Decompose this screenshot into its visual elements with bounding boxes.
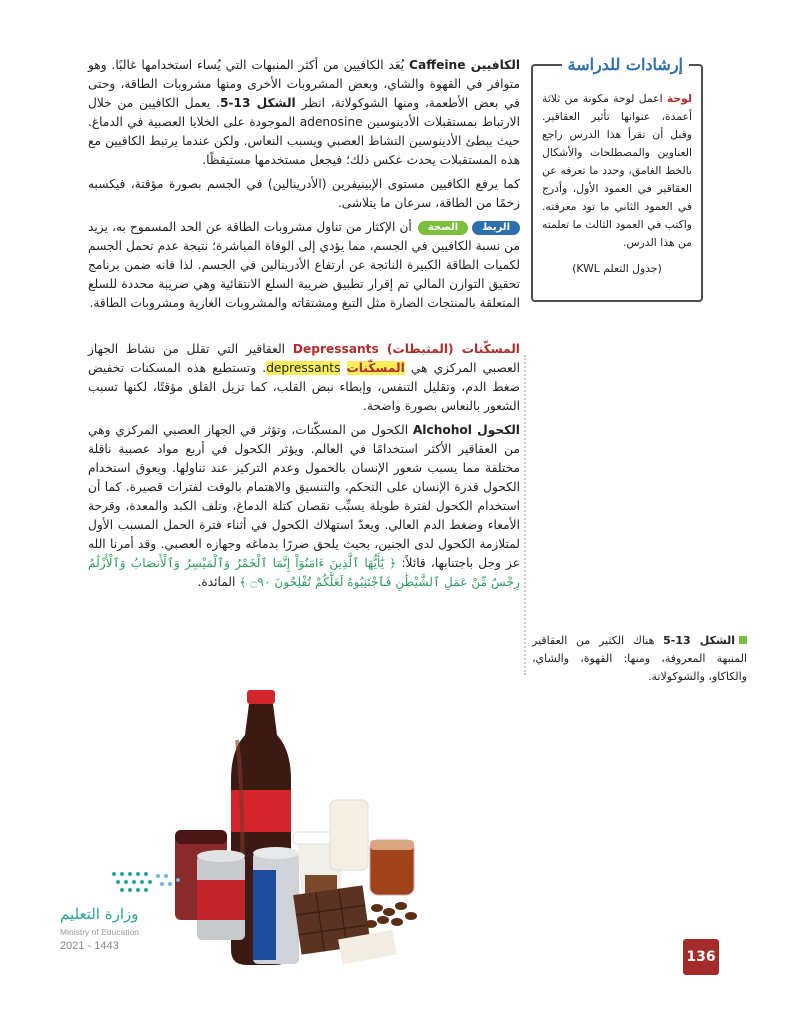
ministry-year: 2021 - 1443 (60, 940, 119, 952)
alcohol-paragraph (88, 421, 520, 592)
ministry-name-english: Ministry of Education (60, 927, 139, 937)
study-guide-footer: (جدول التعلم KWL) (572, 262, 662, 275)
depressants-term: المسكّنات (المثبطات) Depressants (292, 342, 520, 356)
depressants-text-2: . وتستطيع هذه المسكنات تخفيض ضغط الدم، وتقليل التنفس، وإبطاء نبض القلب، كما تزيل القلق مؤقتًا، لكنها تسبب الشعور بالنعاس بصورة واضحة. (88, 361, 520, 413)
tag-health: الصحة (418, 221, 468, 235)
margin-divider (524, 355, 526, 675)
depressants-highlight: المسكّنات (346, 361, 405, 375)
surah-name: المائدة. (197, 575, 240, 589)
study-guide-keyword: لوحة (666, 92, 692, 105)
milk-glass-image (330, 800, 368, 870)
energy-can-blue-image (253, 847, 299, 964)
study-guide-body (542, 90, 692, 252)
alcohol-text: الكحول من المسكّنات، وتؤثر في الجهاز العصبي المركزي وهي من العقاقير الأكثر استخدامًا في العالم. ويؤثر الكحول في أربع مواد عصبية ناقلة مختلفة مما يسبب شعور الإنسان بالخمول وعدم التركيز عند تناولها. ويعوق استخدام الكحول قدرة الإنسان على التحكم، والتنسيق والاهتمام بالوقت لفترات قصيرة. كما أن استخدام الكحول لفترة طويلة يسبِّب نقصان كتلة الدماغ، وتلف الكبد والمعدة، وقرحة الأمعاء وضغط الدم العالي. ويعدّ استهلاك الكحول في أثناء فترة الحمل المسبب الأول لمتلازمة الكحول لدى الجنين، بحيث يلحق ضررًا بدماغه وجهازه العصبي. وقد أمرنا الله عز وجل باجتنابها، قائلاً: (88, 423, 520, 570)
depressants-paragraph (88, 340, 520, 416)
depressants-text: العقاقير التي تقلل من نشاط الجهاز العصبي المركزي هي (88, 342, 521, 375)
quran-verse: ﴿ يَٰٓأَيُّهَا ٱلَّذِينَ ءَامَنُوٓاْ إِنَّمَا ٱلْخَمْرُ وَٱلْمَيْسِرُ وَٱلْأَنصَابُ وَٱلْأَزْلَٰمُ رِجْسٌ مِّنْ عَمَلِ ٱلشَّيْطَٰنِ فَٱجْتَنِبُوهُ لَعَلَّكُمْ تُفْلِحُونَ ۝٩٠ ﴾ (88, 556, 520, 589)
coffee-beans-image (365, 902, 417, 928)
study-guide-text: اعمل لوحة مكونة من ثلاثة أعمدة، عنوانها تأثير العقاقير. وقبل أن تقرأ هذا الدرس راجع العناوين والمصطلحات والأشكال بالخط الغامق، وحدد ما تعرفه عن العقاقير في العمود الأول، وأدرج في العمود الثاني ما تود معرفته. واكتب في العمود الثالث ما تعلمته من هذا الدرس. (542, 92, 692, 249)
alcohol-term: الكحول Alchohol (412, 423, 520, 437)
caption-figure-label: الشكل 13-5 (663, 634, 736, 647)
tea-glass-image (370, 840, 414, 895)
figure-reference: الشكل 13-5 (219, 96, 296, 110)
study-guide-box (531, 55, 703, 302)
tag-link: الربط (472, 221, 520, 235)
caffeine-text-2: . يعمل الكافيين من خلال الارتباط بمستقبلات الأدينوسين adenosine الموجودة على الخلايا العصبية في الدماغ. حيث يبطئ الأدينوسين النشاط العصبي ويسبب النعاس. ولكن عندما يرتبط الكافيين مع هذه المستقبلات يحدث عكس ذلك؛ فيجعل مستخدمها مستيقظًا. (88, 96, 520, 167)
figure-caption (532, 632, 747, 686)
caffeine-term: الكافيين Caffeine (409, 58, 521, 72)
caption-bullet-icon (739, 636, 747, 644)
caption-text: هناك الكثير من العقاقير المنبهة المعروفة، ومنها: القهوة، والشاي، والكاكاو، والشوكولاتة. (532, 634, 747, 683)
topic-tags (418, 221, 520, 235)
stimulants-illustration (165, 680, 455, 980)
spacer-text (340, 361, 346, 375)
study-guide-title: إرشادات للدراسة (562, 55, 689, 75)
epinephrine-paragraph: كما يرفع الكافيين مستوى الإبينيفرين (الأدرينالين) في الجسم بصورة مؤقتة، فيكسبه زخمًا من الطاقة، سرعان ما يتلاشى. (88, 177, 520, 210)
depressants-english: depressants (266, 361, 341, 375)
chocolate-bar-image (293, 885, 396, 964)
page-number: 136 (683, 939, 719, 975)
ministry-name-arabic: وزارة التعليم (60, 905, 139, 923)
caffeine-text: يُعَد الكافيين من أكثر المنبهات التي يُساء استخدامها غالبًا. وهو متوافر في القهوة والشاي، وبعض المشروبات الأخرى ومنها مشروبات الطاقة، وحتى في بعض الأطعمة، ومنها الشوكولاتة، انظر (88, 58, 520, 110)
energy-drinks-paragraph (88, 218, 520, 313)
energy-drinks-text: أن الإكثار من تناول مشروبات الطاقة عن الحد المسموح به، يزيد من نسبة الكافيين في الجسم، مما يؤدي إلى الوفاة المباشرة؛ نتيجة عدم تحمل الجسم لكميات الطاقة الكبيرة الناتجة عن ارتفاع الأدرينالين في الجسم. لذا فانه ضمن برنامج تحقيق التوازن المالي تم إقرار تطبيق ضريبة السلع الانتقائية وهي ضريبة محددة للسلع المتعلقة بالمنتجات الضارة مثل التبغ ومشتقاته والمشروبات الغازية ومشروبات الطاقة. (88, 220, 520, 310)
energy-can-red-image (197, 850, 245, 940)
caffeine-paragraph (88, 56, 520, 170)
main-column (88, 56, 520, 597)
section-gap (88, 318, 520, 340)
